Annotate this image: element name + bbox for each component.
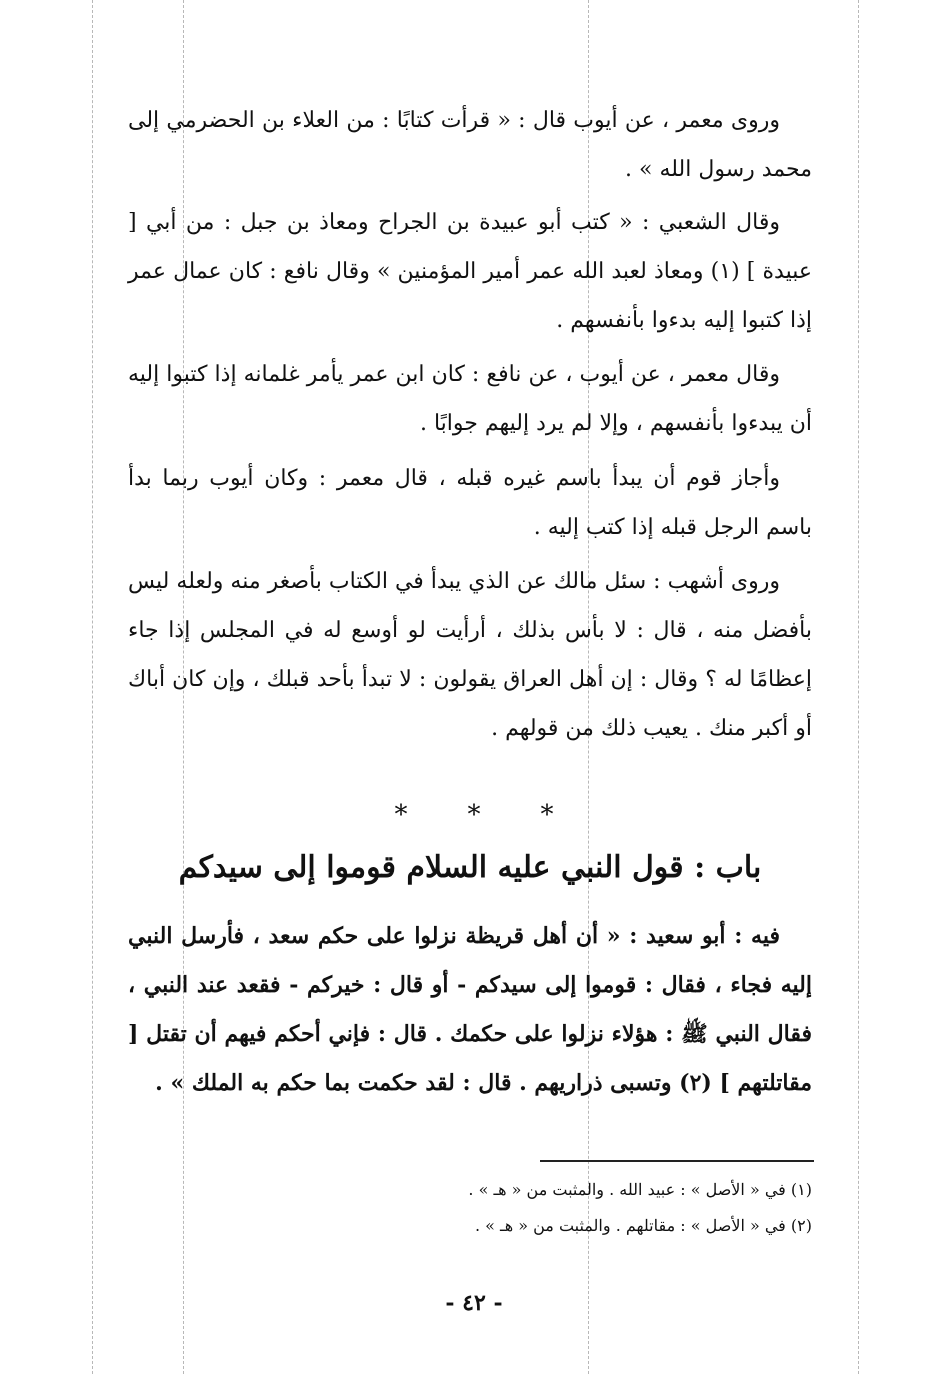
separator-star: * [394, 800, 408, 830]
guide-line-left [92, 0, 93, 1374]
guide-line-right [858, 0, 859, 1374]
section-separator [0, 800, 948, 830]
paragraph-3: وقال معمر ، عن أيوب ، عن نافع : كان ابن عمر يأمر غلمانه إذا كتبوا إليه أن يبدءوا بأنفسهم ، وإلا لم يرد إليهم جوابًا . [128, 362, 812, 436]
footnote-divider [540, 1160, 814, 1162]
page-number: - ٤٢ - [445, 1290, 503, 1316]
footnote-1: (١) في « الأصل » : عبيد الله . والمثبت من « هـ » . [468, 1180, 812, 1199]
footnote-2: (٢) في « الأصل » : مقاتلهم . والمثبت من « هـ » . [474, 1216, 812, 1235]
separator-star: * [467, 800, 481, 830]
paragraph-2: وقال الشعبي : « كتب أبو عبيدة بن الجراح ومعاذ بن جبل : من أبي [ عبيدة ] (١) ومعاذ لعبد الله عمر أمير المؤمنين » وقال نافع : كان عمال عمر إذا كتبوا إليه بدءوا بأنفسهم . [128, 210, 812, 333]
paragraph-5: وروى أشهب : سئل مالك عن الذي يبدأ في الكتاب بأصغر منه ولعله ليس بأفضل منه ، قال : لا بأس بذلك ، أرأيت لو أوسع له في المجلس إذا جاء إعظامًا له ؟ وقال : إن أهل العراق يقولون : لا تبدأ بأحد قبلك ، وإن كان أباك أو أكبر منك . يعيب ذلك من قولهم . [128, 569, 812, 741]
paragraph-1: وروى معمر ، عن أيوب قال : « قرأت كتابًا : من العلاء بن الحضرمي إلى محمد رسول الله » . [128, 108, 812, 182]
paragraph-4: وأجاز قوم أن يبدأ باسم غيره قبله ، قال معمر : وكان أيوب ربما بدأ باسم الرجل قبله إذا كتب إليه . [128, 466, 812, 540]
hadith-paragraph: فيه : أبو سعيد : « أن أهل قريظة نزلوا على حكم سعد ، فأرسل النبي إليه فجاء ، فقال : قوموا إلى سيدكم - أو قال : خيركم - فقعد عند النبي ، فقال النبي ﷺ : هؤلاء نزلوا على حكمك . قال : فإني أحكم فيهم أن تقتل [ مقاتلتهم ] (٢) وتسبى ذراريهم . قال : لقد حكمت بما حكم به الملك » . [128, 923, 812, 1096]
separator-star: * [540, 800, 554, 830]
chapter-heading: باب : قول النبي عليه السلام قوموا إلى سيدكم [178, 850, 762, 885]
